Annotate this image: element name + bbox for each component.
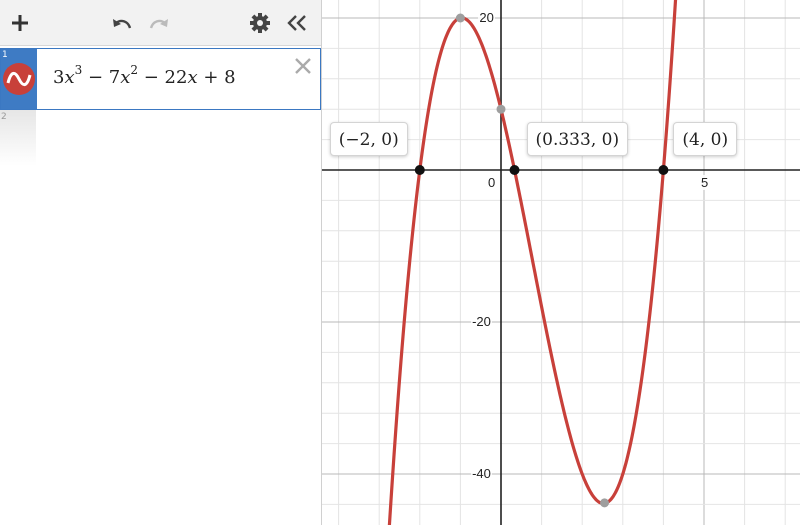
root-point bbox=[658, 165, 668, 175]
x-tick-label: 0 bbox=[488, 175, 496, 190]
y-tick-label: 20 bbox=[479, 10, 494, 25]
root-coordinate-label[interactable]: (0.333, 0) bbox=[527, 122, 629, 156]
add-expression-button[interactable] bbox=[5, 8, 35, 38]
root-point bbox=[415, 165, 425, 175]
collapse-panel-button[interactable] bbox=[282, 8, 312, 38]
plus-icon bbox=[10, 13, 30, 33]
redo-button[interactable] bbox=[144, 8, 174, 38]
root-coordinate-label[interactable]: (−2, 0) bbox=[330, 122, 408, 156]
empty-expression-row[interactable] bbox=[0, 110, 321, 166]
expression-number: 1 bbox=[2, 50, 8, 60]
root-point bbox=[510, 165, 520, 175]
extremum-point bbox=[600, 498, 609, 507]
gear-icon bbox=[249, 12, 271, 34]
extremum-point bbox=[456, 14, 465, 23]
undo-icon bbox=[110, 13, 134, 33]
expression-gutter bbox=[0, 110, 36, 166]
root-coordinate-label[interactable]: (4, 0) bbox=[673, 122, 737, 156]
redo-icon bbox=[147, 13, 171, 33]
x-tick-label: 5 bbox=[701, 175, 709, 190]
double-chevron-left-icon bbox=[286, 13, 308, 33]
y-intercept-point bbox=[497, 105, 506, 114]
wave-icon bbox=[6, 69, 32, 89]
expression-input[interactable]: $3x^3 - 7x^2 - 22x + 8$ bbox=[53, 63, 236, 88]
expression-toolbar bbox=[0, 0, 321, 46]
y-tick-label: -40 bbox=[472, 466, 491, 481]
settings-button[interactable] bbox=[245, 8, 275, 38]
expression-panel bbox=[0, 0, 322, 525]
expression-row[interactable] bbox=[0, 48, 321, 110]
graph-canvas[interactable] bbox=[322, 0, 800, 525]
expression-gutter bbox=[1, 49, 37, 109]
delete-expression-button[interactable] bbox=[292, 55, 314, 77]
y-tick-label: -20 bbox=[472, 314, 491, 329]
close-icon bbox=[292, 55, 314, 77]
graph-plot bbox=[322, 0, 800, 525]
curve-color-toggle[interactable] bbox=[3, 63, 35, 95]
undo-button[interactable] bbox=[107, 8, 137, 38]
expression-number: 2 bbox=[1, 112, 7, 122]
